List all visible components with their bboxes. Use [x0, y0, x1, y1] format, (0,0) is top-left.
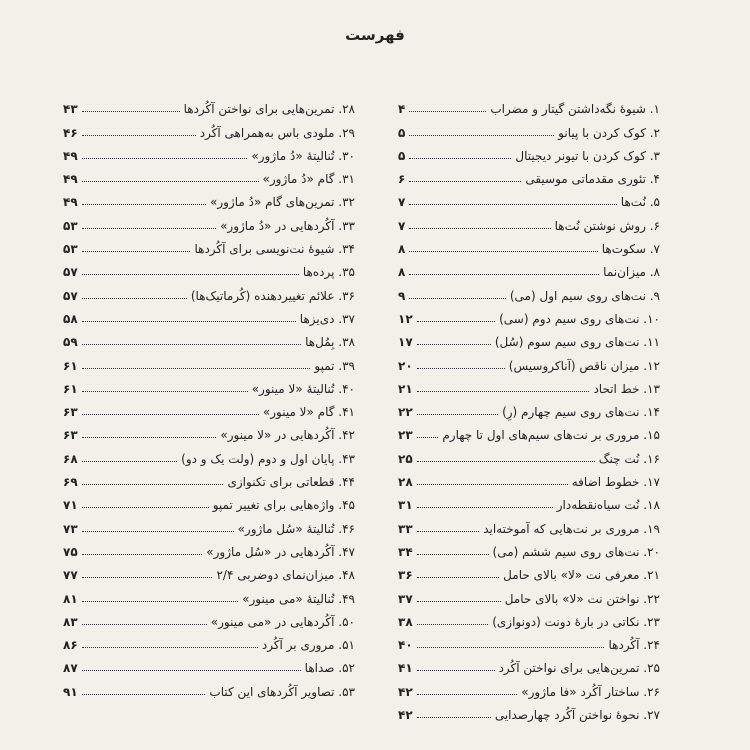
toc-entry — [398, 396, 660, 419]
toc-entry-page-number: ۳۷ — [398, 591, 413, 606]
toc-entry — [63, 303, 355, 326]
dot-leader — [417, 391, 590, 392]
dot-leader — [82, 228, 216, 229]
toc-entry — [63, 233, 355, 256]
toc-entry-title: ۴۲. آکُردهایی در «لا مینور» — [220, 428, 355, 443]
toc-entry-title: ۲۳. نکاتی در بارهٔ دونت (دونوازی) — [492, 614, 660, 629]
dot-leader — [82, 111, 180, 112]
toc-entry — [398, 629, 660, 652]
toc-entry-page-number: ۴۱ — [398, 661, 413, 676]
toc-entry-page-number: ۲۳ — [398, 428, 413, 443]
toc-entry-page-number: ۱۲ — [398, 311, 413, 326]
toc-entry — [63, 419, 355, 442]
dot-leader — [82, 507, 209, 508]
toc-entry-page-number: ۳۱ — [398, 498, 413, 513]
toc-entry — [398, 373, 660, 396]
toc-entry — [63, 396, 355, 419]
toc-entry-page-number: ۵ — [398, 125, 406, 140]
toc-entry-title: ۴۸. میزان‌نمای دوضربی ۲/۴ — [216, 568, 355, 583]
toc-entry-title: ۱۰. نت‌های روی سیم دوم (سی) — [499, 311, 660, 326]
toc-entry-page-number: ۶۳ — [63, 405, 78, 420]
dot-leader — [409, 181, 521, 182]
page-title: فهرست — [345, 26, 405, 44]
toc-entry-title: ۴۱. گام «لا مینور» — [262, 405, 355, 420]
toc-entry — [398, 163, 660, 186]
dot-leader — [417, 321, 495, 322]
dot-leader — [409, 251, 597, 252]
toc-entry-title: ۲۵. تمرین‌هایی برای نواختن آکُرد — [498, 661, 660, 676]
toc-entry-page-number: ۷۷ — [63, 568, 78, 583]
toc-entry-page-number: ۵۳ — [63, 218, 78, 233]
toc-column-right — [398, 93, 660, 722]
toc-entry — [63, 442, 355, 465]
dot-leader — [82, 670, 301, 671]
toc-entry-page-number: ۶ — [398, 172, 406, 187]
dot-leader — [82, 298, 187, 299]
dot-leader — [409, 111, 486, 112]
dot-leader — [417, 577, 500, 578]
toc-entry-title: ۳۲. تمرین‌های گام «دُ ماژور» — [209, 195, 355, 210]
dot-leader — [417, 484, 568, 485]
toc-entry-page-number: ۶۱ — [63, 381, 78, 396]
dot-leader — [82, 414, 259, 415]
toc-entry-page-number: ۴۰ — [398, 638, 413, 653]
toc-entry-page-number: ۳۸ — [398, 614, 413, 629]
toc-entry-page-number: ۷ — [398, 218, 406, 233]
toc-entry — [63, 326, 355, 349]
toc-entry — [63, 489, 355, 512]
toc-entry-page-number: ۵۷ — [63, 265, 78, 280]
toc-entry-title: ۷. سکوت‌ها — [601, 242, 660, 257]
toc-entry — [398, 675, 660, 698]
toc-entry — [63, 93, 355, 116]
toc-entry — [63, 559, 355, 582]
toc-entry-page-number: ۴ — [398, 102, 406, 117]
toc-entry-title: ۴. تئوری مقدماتی موسیقی — [525, 172, 660, 187]
toc-entry — [398, 582, 660, 605]
toc-entry-title: ۵۳. تصاویر آکُردهای این کتاب — [209, 684, 355, 699]
dot-leader — [417, 414, 498, 415]
dot-leader — [82, 391, 248, 392]
dot-leader — [417, 507, 553, 508]
toc-entry-title: ۳۶. علائم تغییردهنده (کُرماتیک‌ها) — [190, 288, 355, 303]
toc-entry-title: ۴۳. پایان اول و دوم (ولت یک و دو) — [181, 451, 355, 466]
toc-entry-page-number: ۲۸ — [398, 475, 413, 490]
toc-entry-title: ۲. کوک کردن با پیانو — [558, 125, 660, 140]
toc-entry — [398, 536, 660, 559]
toc-entry — [398, 233, 660, 256]
toc-entry-page-number: ۴۶ — [63, 125, 78, 140]
dot-leader — [82, 181, 259, 182]
dot-leader — [82, 624, 207, 625]
dot-leader — [82, 577, 213, 578]
toc-entry — [63, 256, 355, 279]
dot-leader — [417, 368, 505, 369]
toc-entry-page-number: ۶۳ — [63, 428, 78, 443]
toc-entry-title: ۳۱. گام «دُ ماژور» — [262, 172, 355, 187]
toc-entry-title: ۳۸. بِمُل‌ها — [305, 335, 355, 350]
dot-leader — [417, 344, 491, 345]
toc-column-left — [63, 93, 355, 699]
dot-leader — [417, 647, 605, 648]
toc-entry-page-number: ۳۴ — [398, 544, 413, 559]
toc-entry-title: ۵۰. آکُردهایی در «می مینور» — [210, 614, 355, 629]
toc-entry — [63, 140, 355, 163]
toc-entry-title: ۵. نُت‌ها — [620, 195, 660, 210]
toc-entry — [63, 209, 355, 232]
dot-leader — [417, 554, 489, 555]
toc-entry — [398, 466, 660, 489]
toc-entry-title: ۱۴. نت‌های روی سیم چهارم (رِ) — [502, 405, 660, 420]
toc-entry — [63, 582, 355, 605]
toc-entry-title: ۳۹. تمپو — [314, 358, 355, 373]
dot-leader — [409, 228, 550, 229]
toc-entry-title: ۴۹. تُنالیتهٔ «می مینور» — [242, 591, 355, 606]
toc-entry-page-number: ۳۶ — [398, 568, 413, 583]
toc-entry — [63, 512, 355, 535]
toc-entry — [398, 140, 660, 163]
toc-entry-page-number: ۳۳ — [398, 521, 413, 536]
toc-entry-title: ۲۶. ساختار آکُرد «فا ماژور» — [521, 684, 660, 699]
toc-entry-title: ۳۴. شیوهٔ نت‌نویسی برای آکُردها — [194, 242, 355, 257]
toc-entry-title: ۴۷. آکُردهایی در «سُل ماژور» — [206, 544, 355, 559]
toc-entry-title: ۳۳. آکُردهایی در «دُ ماژور» — [220, 218, 355, 233]
toc-entry — [398, 279, 660, 302]
toc-entry — [398, 559, 660, 582]
toc-entry-title: ۴۶. تُنالیتهٔ «سُل ماژور» — [237, 521, 355, 536]
toc-entry-page-number: ۶۹ — [63, 475, 78, 490]
dot-leader — [417, 531, 480, 532]
toc-entry-title: ۲۴. آکُردها — [608, 638, 660, 653]
dot-leader — [82, 158, 248, 159]
toc-entry-page-number: ۷۵ — [63, 544, 78, 559]
toc-entry-title: ۱۵. مروری بر نت‌های سیم‌های اول تا چهارم — [442, 428, 660, 443]
toc-entry-page-number: ۸۱ — [63, 591, 78, 606]
dot-leader — [82, 647, 258, 648]
toc-entry — [398, 303, 660, 326]
dot-leader — [82, 437, 217, 438]
toc-entry-page-number: ۹ — [398, 288, 406, 303]
toc-entry-title: ۸. میزان‌نما — [603, 265, 660, 280]
dot-leader — [417, 461, 595, 462]
dot-leader — [82, 135, 196, 136]
toc-entry-page-number: ۴۲ — [398, 684, 413, 699]
dot-leader — [82, 368, 311, 369]
toc-entry-page-number: ۴۹ — [63, 195, 78, 210]
toc-entry — [63, 163, 355, 186]
toc-entry-page-number: ۸۷ — [63, 661, 78, 676]
dot-leader — [409, 298, 506, 299]
toc-entry-page-number: ۹۱ — [63, 684, 78, 699]
toc-entry-page-number: ۴۲ — [398, 708, 413, 723]
toc-entry-title: ۳۵. پرده‌ها — [302, 265, 355, 280]
toc-entry — [63, 466, 355, 489]
toc-entry — [398, 699, 660, 722]
toc-entry-title: ۱۳. خط اتحاد — [593, 381, 660, 396]
toc-entry-title: ۲۰. نت‌های روی سیم ششم (می) — [492, 544, 660, 559]
toc-entry — [398, 489, 660, 512]
toc-entry-title: ۴۴. قطعاتی برای تکنوازی — [227, 475, 355, 490]
toc-entry — [63, 675, 355, 698]
toc-entry-title: ۲۸. تمرین‌هایی برای نواختن آکُردها — [183, 102, 355, 117]
toc-entry-page-number: ۷۳ — [63, 521, 78, 536]
dot-leader — [82, 531, 234, 532]
toc-entry — [63, 186, 355, 209]
toc-entry — [63, 279, 355, 302]
toc-entry — [63, 536, 355, 559]
toc-entry-title: ۵۲. صداها — [304, 661, 355, 676]
dot-leader — [417, 717, 491, 718]
toc-entry-title: ۲۲. نواختن نت «لا» بالای حامل — [504, 591, 660, 606]
toc-entry-title: ۳۰. تُنالیتهٔ «دُ ماژور» — [251, 148, 355, 163]
toc-entry-title: ۲۱. معرفی نت «لا» بالای حامل — [503, 568, 660, 583]
toc-entry — [63, 373, 355, 396]
toc-entry-title: ۲۹. ملودی باس به‌همراهی آکُرد — [199, 125, 355, 140]
toc-entry-page-number: ۵۷ — [63, 288, 78, 303]
toc-entry-page-number: ۲۲ — [398, 405, 413, 420]
toc-entry-title: ۱۱. نت‌های روی سیم سوم (سُل) — [494, 335, 660, 350]
dot-leader — [409, 204, 616, 205]
toc-entry — [398, 419, 660, 442]
toc-entry-page-number: ۲۱ — [398, 381, 413, 396]
toc-entry — [398, 256, 660, 279]
toc-entry-page-number: ۸ — [398, 265, 406, 280]
toc-entry — [398, 186, 660, 209]
toc-entry — [398, 442, 660, 465]
toc-entry — [63, 629, 355, 652]
dot-leader — [417, 624, 489, 625]
dot-leader — [82, 321, 296, 322]
toc-entry-page-number: ۵۳ — [63, 242, 78, 257]
toc-entry-page-number: ۸۶ — [63, 638, 78, 653]
dot-leader — [409, 274, 599, 275]
toc-entry — [398, 652, 660, 675]
toc-entry-title: ۳. کوک کردن با تیونر دیجیتال — [515, 148, 660, 163]
toc-entry — [398, 512, 660, 535]
toc-entry-title: ۴۰. تُنالیتهٔ «لا مینور» — [251, 381, 355, 396]
toc-entry — [63, 652, 355, 675]
dot-leader — [409, 158, 511, 159]
dot-leader — [82, 204, 206, 205]
toc-entry-title: ۶. روش نوشتن نُت‌ها — [554, 218, 660, 233]
toc-entry — [63, 116, 355, 139]
toc-entry-page-number: ۲۵ — [398, 451, 413, 466]
toc-entry-title: ۱۸. نُت سیاه‌نقطه‌دار — [556, 498, 660, 513]
toc-entry — [398, 209, 660, 232]
toc-entry-page-number: ۵۹ — [63, 335, 78, 350]
toc-entry-title: ۱۶. نُت چنگ — [598, 451, 660, 466]
toc-entry-page-number: ۶۱ — [63, 358, 78, 373]
toc-entry-page-number: ۵ — [398, 148, 406, 163]
dot-leader — [417, 437, 439, 438]
toc-entry-page-number: ۴۹ — [63, 172, 78, 187]
toc-entry-page-number: ۸۳ — [63, 614, 78, 629]
toc-entry-title: ۱۹. مروری بر نت‌هایی که آموخته‌اید — [483, 521, 660, 536]
dot-leader — [82, 484, 224, 485]
dot-leader — [417, 670, 495, 671]
toc-entry-page-number: ۱۷ — [398, 335, 413, 350]
toc-entry-page-number: ۸ — [398, 242, 406, 257]
toc-entry-page-number: ۷ — [398, 195, 406, 210]
dot-leader — [82, 461, 177, 462]
toc-entry-title: ۲۷. نحوهٔ نواختن آکُرد چهارصدایی — [494, 708, 660, 723]
toc-entry-title: ۴۵. واژه‌هایی برای تغییر تمپو — [212, 498, 355, 513]
dot-leader — [82, 601, 238, 602]
toc-entry-title: ۱۷. خطوط اضافه — [571, 475, 660, 490]
dot-leader — [82, 344, 301, 345]
toc-entry-page-number: ۲۰ — [398, 358, 413, 373]
toc-entry — [398, 116, 660, 139]
toc-entry-page-number: ۶۸ — [63, 451, 78, 466]
toc-entry — [398, 349, 660, 372]
toc-entry — [63, 606, 355, 629]
toc-entry-title: ۱. شیوهٔ نگه‌داشتن گیتار و مضراب — [490, 102, 660, 117]
toc-entry-title: ۳۷. دی‌یزها — [299, 311, 355, 326]
dot-leader — [417, 694, 518, 695]
toc-entry — [398, 326, 660, 349]
dot-leader — [417, 601, 501, 602]
dot-leader — [82, 554, 203, 555]
toc-entry-title: ۵۱. مروری بر آکُرد — [261, 638, 355, 653]
toc-entry — [398, 93, 660, 116]
dot-leader — [82, 251, 191, 252]
toc-entry — [398, 606, 660, 629]
toc-entry-page-number: ۴۹ — [63, 148, 78, 163]
toc-entry-page-number: ۷۱ — [63, 498, 78, 513]
dot-leader — [82, 274, 299, 275]
toc-entry — [63, 349, 355, 372]
dot-leader — [82, 694, 206, 695]
dot-leader — [409, 135, 554, 136]
toc-entry-title: ۹. نت‌های روی سیم اول (می) — [509, 288, 660, 303]
toc-entry-title: ۱۲. میزان ناقص (آناکروسیس) — [508, 358, 660, 373]
toc-entry-page-number: ۵۸ — [63, 311, 78, 326]
toc-entry-page-number: ۴۳ — [63, 102, 78, 117]
